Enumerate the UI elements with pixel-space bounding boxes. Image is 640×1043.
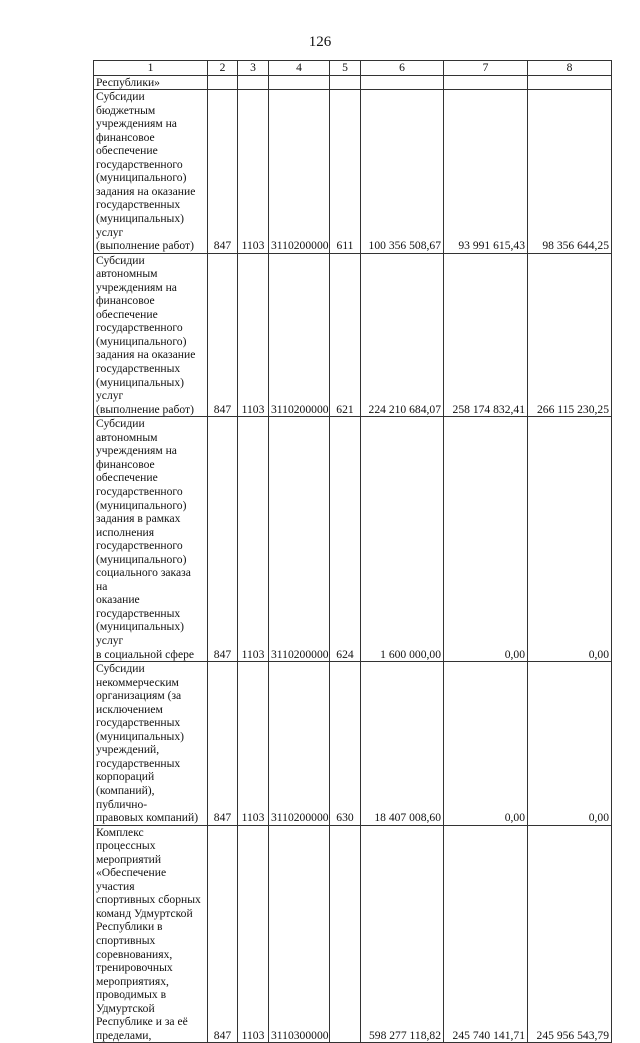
- section-code: 1103: [238, 253, 269, 417]
- section-code: 1103: [238, 417, 269, 662]
- expense-type-code: 624: [330, 417, 361, 662]
- expense-type-code: [330, 825, 361, 1043]
- target-article-code: 3110200000: [269, 417, 330, 662]
- ministry-code: 847: [208, 417, 238, 662]
- page-number: 126: [308, 34, 332, 50]
- header-cell: 1: [94, 61, 208, 76]
- expense-type-code: 621: [330, 253, 361, 417]
- continuation-row: [94, 75, 612, 90]
- row-description: Субсидии автономным учреждениям на финансовое обеспечение государственного (муниципального) задания на оказание государственных (муниципальных) услуг (выполнение работ): [94, 253, 208, 417]
- table-row: [94, 417, 612, 662]
- amount-col7: 0,00: [444, 417, 528, 662]
- empty-cell: [330, 75, 361, 90]
- row-description: Субсидии бюджетным учреждениям на финансовое обеспечение государственного (муниципального) задания на оказание государственных (муниципальных) услуг (выполнение работ): [94, 90, 208, 254]
- header-cell: 5: [330, 61, 361, 76]
- header-cell: 8: [528, 61, 612, 76]
- amount-col6: 1 600 000,00: [361, 417, 444, 662]
- amount-col6: 18 407 008,60: [361, 662, 444, 826]
- budget-table: [93, 60, 612, 1043]
- header-row: [94, 61, 612, 76]
- section-code: 1103: [238, 90, 269, 254]
- header-cell: 4: [269, 61, 330, 76]
- row-description: Субсидии автономным учреждениям на финансовое обеспечение государственного (муниципального) задания в рамках исполнения государственного (муниципального) социального заказа на оказание государственных (муниципальных) услуг в социальной сфере: [94, 417, 208, 662]
- header-cell: 6: [361, 61, 444, 76]
- amount-col8: 98 356 644,25: [528, 90, 612, 254]
- amount-col7: 245 740 141,71: [444, 825, 528, 1043]
- amount-col7: 0,00: [444, 662, 528, 826]
- empty-cell: [361, 75, 444, 90]
- empty-cell: [238, 75, 269, 90]
- amount-col6: 100 356 508,67: [361, 90, 444, 254]
- amount-col7: 258 174 832,41: [444, 253, 528, 417]
- amount-col6: 224 210 684,07: [361, 253, 444, 417]
- amount-col7: 93 991 615,43: [444, 90, 528, 254]
- target-article-code: 3110300000: [269, 825, 330, 1043]
- target-article-code: 3110200000: [269, 90, 330, 254]
- empty-cell: [444, 75, 528, 90]
- target-article-code: 3110200000: [269, 253, 330, 417]
- amount-col8: 266 115 230,25: [528, 253, 612, 417]
- ministry-code: 847: [208, 90, 238, 254]
- continuation-text: Республики»: [94, 75, 208, 90]
- ministry-code: 847: [208, 253, 238, 417]
- row-description: Субсидии некоммерческим организациям (за исключением государственных (муниципальных) учреждений, государственных корпораций (компаний), публично- правовых компаний): [94, 662, 208, 826]
- row-description: Комплекс процессных мероприятий «Обеспечение участия спортивных сборных команд Удмуртской Республики в спортивных соревнованиях, тренировочных мероприятиях, проводимых в Удмуртской Республике и за её пределами,: [94, 825, 208, 1043]
- table-row: [94, 825, 612, 1043]
- section-code: 1103: [238, 662, 269, 826]
- empty-cell: [528, 75, 612, 90]
- expense-type-code: 611: [330, 90, 361, 254]
- table-row: [94, 662, 612, 826]
- table-row: [94, 253, 612, 417]
- empty-cell: [269, 75, 330, 90]
- empty-cell: [208, 75, 238, 90]
- ministry-code: 847: [208, 825, 238, 1043]
- amount-col8: 0,00: [528, 662, 612, 826]
- header-cell: 3: [238, 61, 269, 76]
- expense-type-code: 630: [330, 662, 361, 826]
- amount-col6: 598 277 118,82: [361, 825, 444, 1043]
- header-cell: 2: [208, 61, 238, 76]
- ministry-code: 847: [208, 662, 238, 826]
- section-code: 1103: [238, 825, 269, 1043]
- table-row: [94, 90, 612, 254]
- target-article-code: 3110200000: [269, 662, 330, 826]
- amount-col8: 245 956 543,79: [528, 825, 612, 1043]
- header-cell: 7: [444, 61, 528, 76]
- amount-col8: 0,00: [528, 417, 612, 662]
